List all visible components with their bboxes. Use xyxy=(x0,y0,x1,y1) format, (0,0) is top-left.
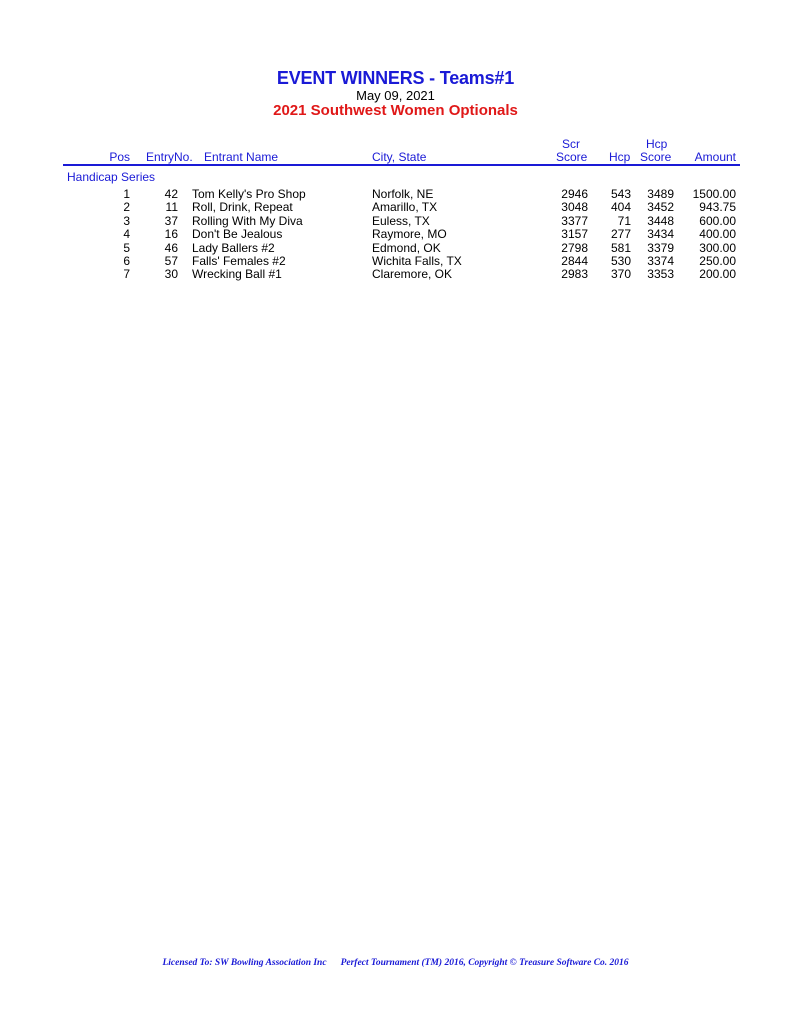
cell-scr-score: 2983 xyxy=(561,267,588,282)
cell-hcp: 370 xyxy=(610,267,631,282)
table-row xyxy=(0,201,791,214)
table-row xyxy=(0,268,791,281)
column-header-city-state: City, State xyxy=(372,150,427,164)
table-row xyxy=(0,228,791,241)
cell-entrant-name: Falls' Females #2 xyxy=(192,253,286,268)
cell-entry-no: 46 xyxy=(164,240,178,255)
cell-amount: 250.00 xyxy=(699,253,736,268)
cell-entry-no: 42 xyxy=(164,187,178,201)
footer xyxy=(0,958,791,968)
cell-amount: 300.00 xyxy=(699,240,736,255)
cell-hcp-score: 3434 xyxy=(647,227,674,242)
cell-pos: 3 xyxy=(123,213,130,228)
cell-amount: 943.75 xyxy=(699,200,736,215)
column-header-entrant-name: Entrant Name xyxy=(204,150,279,164)
report-title: EVENT WINNERS - Teams#1 xyxy=(276,68,515,88)
cell-scr-score: 2946 xyxy=(561,187,588,201)
cell-pos: 7 xyxy=(123,267,130,282)
column-header-hcp-score-top: Hcp xyxy=(646,137,668,151)
cell-amount: 400.00 xyxy=(699,227,736,242)
column-header-amount: Amount xyxy=(694,150,736,164)
table-row xyxy=(0,255,791,268)
footer-copyright: Perfect Tournament (TM) 2016, Copyright © Treasure Software Co. 2016 xyxy=(340,958,629,968)
cell-hcp-score: 3374 xyxy=(647,253,674,268)
cell-hcp: 581 xyxy=(610,240,631,255)
cell-hcp-score: 3452 xyxy=(647,200,674,215)
results-table xyxy=(0,188,791,282)
cell-city-state: Edmond, OK xyxy=(372,240,441,255)
cell-scr-score: 3377 xyxy=(561,213,588,228)
cell-hcp: 543 xyxy=(610,187,631,201)
column-header-pos: Pos xyxy=(109,150,130,164)
footer-license: Licensed To: SW Bowling Association Inc xyxy=(162,958,327,968)
table-row xyxy=(0,215,791,228)
cell-amount: 600.00 xyxy=(699,213,736,228)
cell-entry-no: 37 xyxy=(164,213,178,228)
cell-hcp-score: 3379 xyxy=(647,240,674,255)
cell-city-state: Euless, TX xyxy=(372,213,430,228)
cell-entry-no: 57 xyxy=(164,253,178,268)
cell-entrant-name: Tom Kelly's Pro Shop xyxy=(192,187,306,201)
cell-pos: 6 xyxy=(123,253,130,268)
cell-entry-no: 16 xyxy=(164,227,178,242)
cell-pos: 2 xyxy=(123,200,130,215)
cell-pos: 5 xyxy=(123,240,130,255)
column-header-entry-no: EntryNo. xyxy=(146,150,193,164)
cell-amount: 200.00 xyxy=(699,267,736,282)
table-row xyxy=(0,188,791,201)
cell-hcp: 404 xyxy=(610,200,631,215)
cell-entry-no: 11 xyxy=(165,200,178,215)
cell-hcp: 71 xyxy=(617,213,631,228)
cell-scr-score: 2798 xyxy=(561,240,588,255)
cell-entry-no: 30 xyxy=(164,267,178,282)
cell-city-state: Amarillo, TX xyxy=(372,200,438,215)
cell-hcp-score: 3448 xyxy=(647,213,674,228)
cell-entrant-name: Wrecking Ball #1 xyxy=(192,267,282,282)
cell-city-state: Wichita Falls, TX xyxy=(372,253,462,268)
cell-city-state: Claremore, OK xyxy=(372,267,453,282)
cell-city-state: Norfolk, NE xyxy=(372,187,434,201)
cell-hcp-score: 3353 xyxy=(647,267,674,282)
cell-entrant-name: Lady Ballers #2 xyxy=(192,240,275,255)
cell-scr-score: 3048 xyxy=(561,200,588,215)
column-header-hcp: Hcp xyxy=(609,150,631,164)
cell-pos: 4 xyxy=(123,227,130,242)
cell-amount: 1500.00 xyxy=(692,187,736,201)
cell-pos: 1 xyxy=(123,187,130,201)
cell-entrant-name: Rolling With My Diva xyxy=(192,213,303,228)
cell-hcp-score: 3489 xyxy=(647,187,674,201)
table-row xyxy=(0,242,791,255)
cell-entrant-name: Roll, Drink, Repeat xyxy=(192,200,293,215)
column-header-hcp-score-bottom: Score xyxy=(640,150,672,164)
report-date: May 09, 2021 xyxy=(356,88,435,103)
header-divider xyxy=(63,164,740,166)
section-label: Handicap Series xyxy=(67,170,156,184)
cell-scr-score: 3157 xyxy=(561,227,588,242)
tournament-name: 2021 Southwest Women Optionals xyxy=(273,102,518,119)
cell-entrant-name: Don't Be Jealous xyxy=(192,227,283,242)
cell-scr-score: 2844 xyxy=(561,253,588,268)
column-header-scr-bottom: Score xyxy=(556,150,588,164)
cell-hcp: 277 xyxy=(610,227,631,242)
cell-city-state: Raymore, MO xyxy=(372,227,447,242)
column-header-scr-top: Scr xyxy=(562,137,580,151)
cell-hcp: 530 xyxy=(610,253,631,268)
